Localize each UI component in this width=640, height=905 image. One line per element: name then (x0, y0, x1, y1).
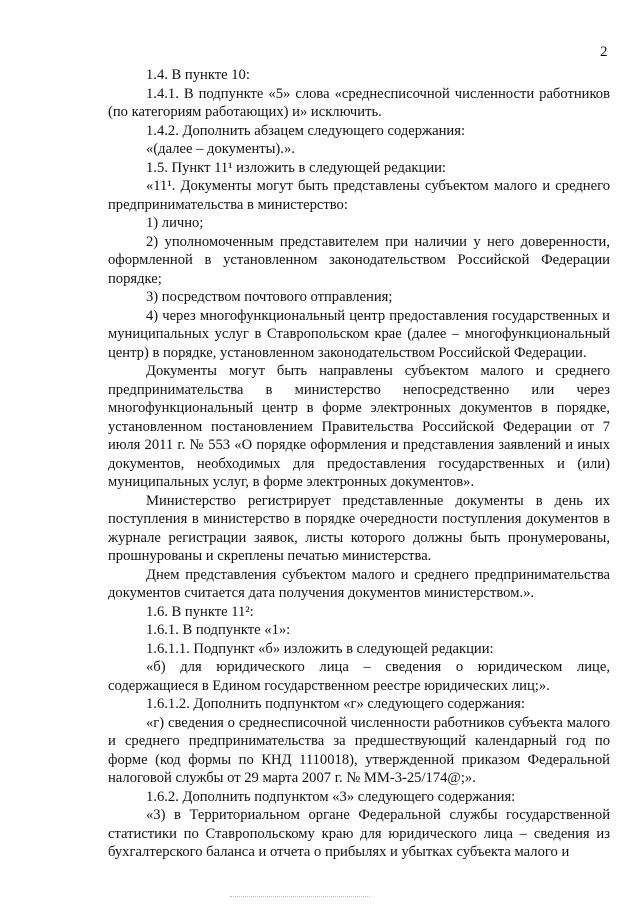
paragraph: Документы могут быть направлены субъектом малого и среднего предпринимательства в министерство непосредственно или через многофункциональный центр в форме электронных документов в порядке, установленном постановлением Правительства Российской Федерации от 7 июля 2011 г. № 553 «О порядке оформления и представления заявлений и иных документов, необходимых для предоставления государственных и (или) муниципальных услуг, в форме электронных документов». (108, 363, 610, 490)
paragraph: 1.4.1. В подпункте «5» слова «среднесписочной численности работников (по категориям работающих) и» исключить. (108, 85, 610, 120)
paragraph: 1.6.1.2. Дополнить подпунктом «г» следующего содержания: (146, 696, 525, 712)
paragraph: «(далее – документы).». (146, 141, 295, 157)
paragraph: 1.6. В пункте 11²: (146, 603, 254, 620)
paragraph: «3) в Территориальном органе Федеральной службы государственной статистики по Ставропольскому краю для юридического лица – сведения из бухгалтерского баланса и отчета о прибылях и убытках субъекта малого и (108, 807, 610, 860)
paragraph: Днем представления субъектом малого и среднего предпринимательства документов считается дата получения документов министерством.». (108, 566, 610, 601)
paragraph: 1.6.2. Дополнить подпунктом «3» следующего содержания: (146, 788, 516, 805)
document-body (108, 66, 610, 862)
paragraph: 1.4.2. Дополнить абзацем следующего содержания: (146, 122, 466, 139)
paragraph: Министерство регистрирует представленные документы в день их поступления в министерство в порядке очередности поступления документов в журнале регистрации заявок, листы которого должны быть пронумерованы, прошнурованы и скреплены печатью министерства. (108, 492, 610, 564)
paragraph: «11¹. Документы могут быть представлены субъектом малого и среднего предпринимательства в министерство: (108, 178, 610, 213)
paragraph: 1) лично; (146, 215, 204, 231)
paragraph: 4) через многофункциональный центр предоставления государственных и муниципальных услуг в Ставропольском крае (далее – многофункциональный центр) в порядке, установленном законодательством Российской Федерации. (108, 307, 610, 361)
paragraph: 2) уполномоченным представителем при наличии у него доверенности, оформленной в установленном законодательством Российской Федерации порядке; (108, 233, 610, 287)
paragraph: 1.6.1. В подпункте «1»: (146, 622, 291, 638)
paragraph: 1.4. В пункте 10: (146, 67, 250, 83)
page-footer-rule (230, 896, 370, 897)
paragraph: 1.5. Пункт 11¹ изложить в следующей редакции: (146, 159, 446, 176)
paragraph: 3) посредством почтового отправления; (146, 289, 393, 305)
paragraph: «б) для юридического лица – сведения о юридическом лице, содержащиеся в Едином государственном реестре юридических лиц;». (108, 659, 610, 694)
paragraph: 1.6.1.1. Подпункт «б» изложить в следующей редакции: (146, 640, 494, 657)
page-number: 2 (600, 44, 608, 60)
paragraph: «г) сведения о среднесписочной численности работников субъекта малого и среднего предпринимательства за предшествующий календарный год по форме (код формы по КНД 1110018), утвержденной приказом Федеральной налоговой службы от 29 марта 2007 г. № ММ-3-25/174@;». (108, 714, 610, 786)
